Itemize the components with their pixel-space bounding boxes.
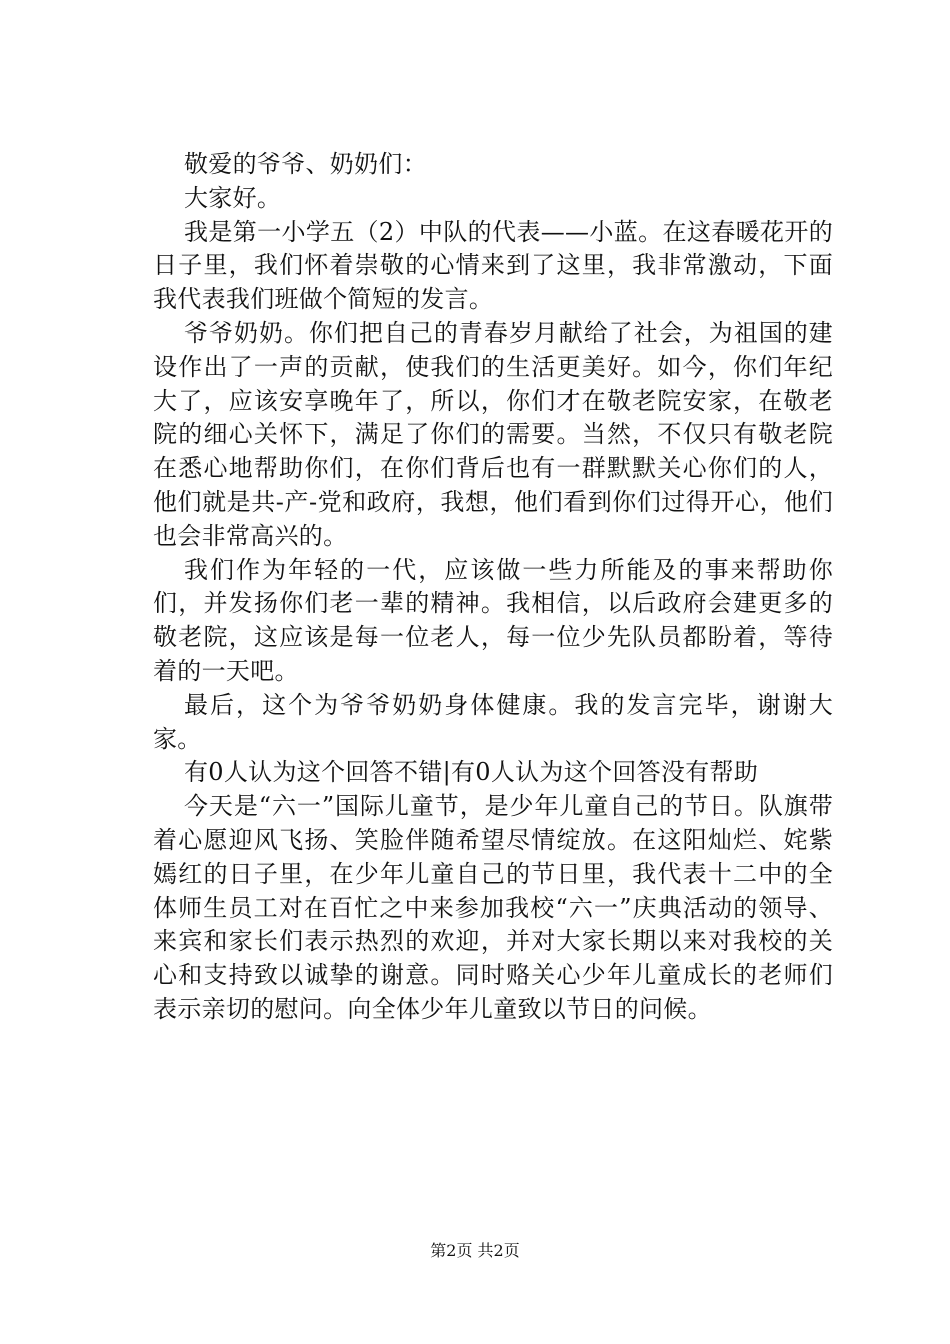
salutation: 敬爱的爷爷、奶奶们： bbox=[184, 150, 427, 178]
page-number-footer: 第2页 共2页 bbox=[430, 1241, 520, 1260]
body-paragraph: 我们作为年轻的一代，应该做一些力所能及的事来帮助你们，并发扬你们老一辈的精神。我相信，以后政府会建更多的敬老院，这应该是每一位老人，每一位少先队员都盼着，等待着的一天吧。 bbox=[153, 555, 833, 685]
intro-paragraph: 我是第一小学五（2）中队的代表——小蓝。在这春暖花开的日子里，我们怀着崇敬的心情来到了这里，我非常激动，下面我代表我们班做个简短的发言。 bbox=[153, 217, 833, 314]
body-paragraph: 爷爷奶奶。你们把自己的青春岁月献给了社会，为祖国的建设作出了一声的贡献，使我们的生活更美好。如今，你们年纪大了，应该安享晚年了，所以，你们才在敬老院安家，在敬老院的细心关怀下，满足了你们的需要。当然，不仅只有敬老院在悉心地帮助你们，在你们背后也有一群默默关心你们的人，他们就是共-产-党和政府，我想，他们看到你们过得开心，他们也会非常高兴的。 bbox=[153, 318, 833, 550]
speech-paragraph: 今天是“六一”国际儿童节，是少年儿童自己的节日。队旗带着心愿迎风飞扬、笑脸伴随希望尽情绽放。在这阳灿烂、姹紫嫣红的日子里，在少年儿童自己的节日里，我代表十二中的全体师生员工对在百忙之中来参加我校“六一”庆典活动的领导、来宾和家长们表示热烈的欢迎，并对大家长期以来对我校的关心和支持致以诚挚的谢意。同时赂关心少年儿童成长的老师们表示亲切的慰问。向全体少年儿童致以节日的问候。 bbox=[153, 792, 833, 1023]
closing-paragraph: 最后，这个为爷爷奶奶身体健康。我的发言完毕，谢谢大家。 bbox=[153, 690, 833, 753]
greeting: 大家好。 bbox=[184, 183, 282, 212]
feedback-line: 有0人认为这个回答不错|有0人认为这个回答没有帮助 bbox=[184, 758, 759, 787]
document-body bbox=[153, 148, 833, 1027]
